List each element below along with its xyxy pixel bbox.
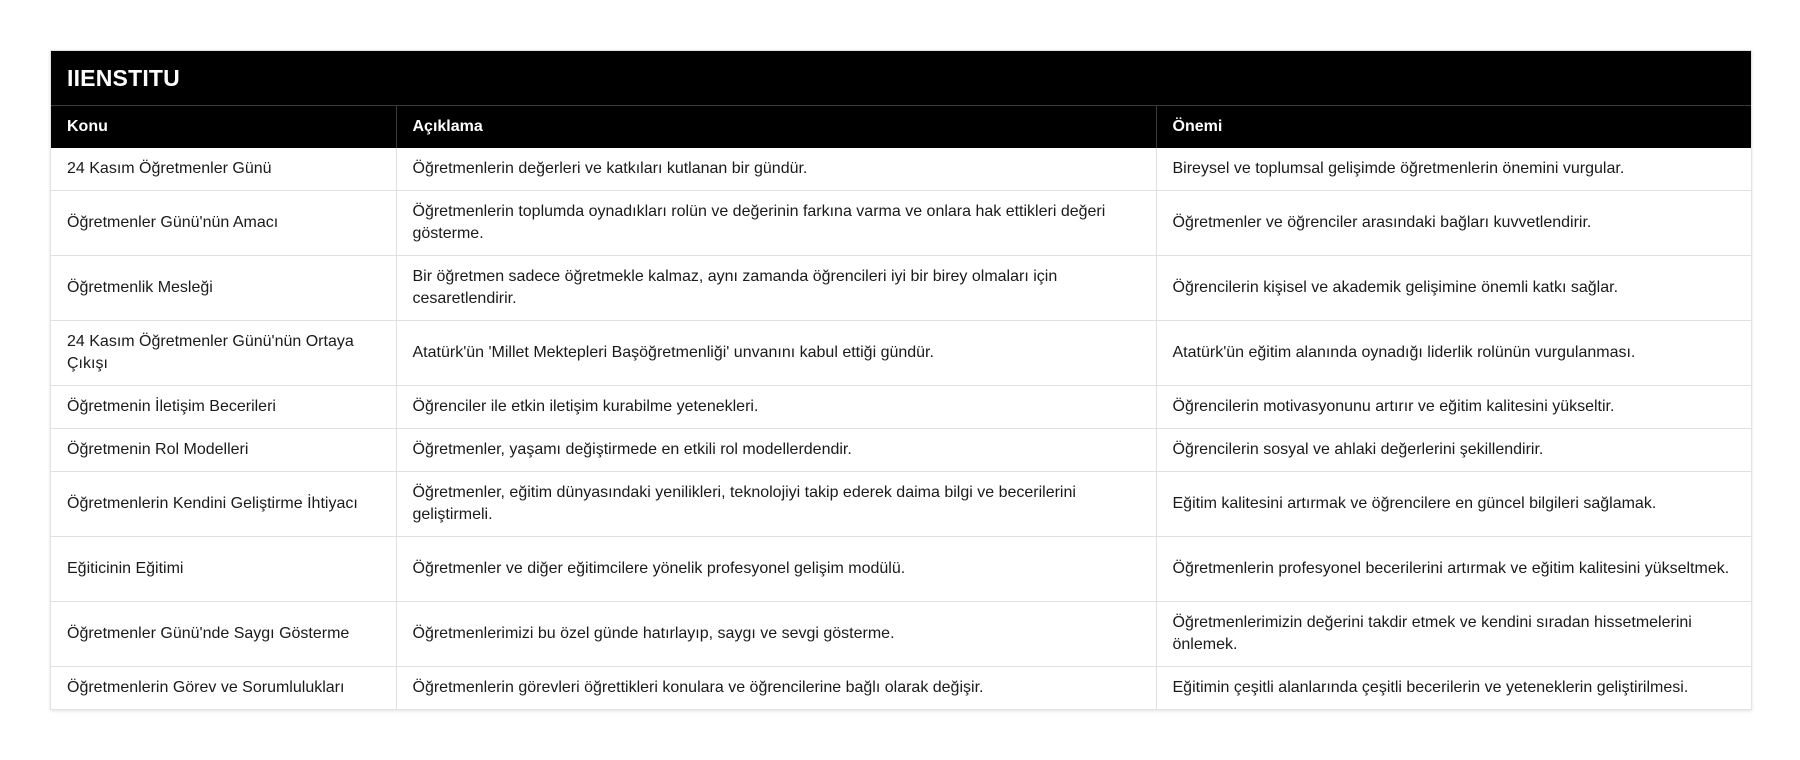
- description-cell: Öğretmenler, yaşamı değiştirmede en etkili rol modellerdendir.: [396, 429, 1156, 472]
- table-row: [51, 667, 1751, 710]
- description-cell: Bir öğretmen sadece öğretmekle kalmaz, aynı zamanda öğrencileri iyi bir birey olmaları için cesaretlendirir.: [396, 256, 1156, 321]
- topic-cell: Öğretmenin İletişim Becerileri: [51, 386, 396, 429]
- topic-cell: 24 Kasım Öğretmenler Günü: [51, 148, 396, 191]
- table-row: [51, 256, 1751, 321]
- column-header-aciklama: Açıklama: [396, 106, 1156, 148]
- topic-cell: 24 Kasım Öğretmenler Günü'nün Ortaya Çıkışı: [51, 321, 396, 386]
- column-header-onemi: Önemi: [1156, 106, 1751, 148]
- importance-cell: Eğitim kalitesini artırmak ve öğrencilere en güncel bilgileri sağlamak.: [1156, 472, 1751, 537]
- table-header-row: [51, 106, 1751, 148]
- description-cell: Öğrenciler ile etkin iletişim kurabilme yetenekleri.: [396, 386, 1156, 429]
- table-row: [51, 472, 1751, 537]
- description-cell: Öğretmenlerimizi bu özel günde hatırlayıp, saygı ve sevgi gösterme.: [396, 602, 1156, 667]
- table-row: [51, 386, 1751, 429]
- importance-cell: Atatürk'ün eğitim alanında oynadığı liderlik rolünün vurgulanması.: [1156, 321, 1751, 386]
- table-row: [51, 537, 1751, 602]
- importance-cell: Öğretmenler ve öğrenciler arasındaki bağları kuvvetlendirir.: [1156, 191, 1751, 256]
- importance-cell: Öğrencilerin sosyal ve ahlaki değerlerini şekillendirir.: [1156, 429, 1751, 472]
- description-cell: Öğretmenlerin görevleri öğrettikleri konulara ve öğrencilerine bağlı olarak değişir.: [396, 667, 1156, 710]
- importance-cell: Öğrencilerin motivasyonunu artırır ve eğitim kalitesini yükseltir.: [1156, 386, 1751, 429]
- topic-cell: Öğretmenin Rol Modelleri: [51, 429, 396, 472]
- importance-cell: Öğretmenlerin profesyonel becerilerini artırmak ve eğitim kalitesini yükseltmek.: [1156, 537, 1751, 602]
- description-cell: Öğretmenlerin toplumda oynadıkları rolün ve değerinin farkına varma ve onlara hak ettikleri değeri gösterme.: [396, 191, 1156, 256]
- topic-cell: Öğretmenlik Mesleği: [51, 256, 396, 321]
- topic-cell: Eğiticinin Eğitimi: [51, 537, 396, 602]
- importance-cell: Eğitimin çeşitli alanlarında çeşitli becerilerin ve yeteneklerin geliştirilmesi.: [1156, 667, 1751, 710]
- column-header-konu: Konu: [51, 106, 396, 148]
- description-cell: Öğretmenlerin değerleri ve katkıları kutlanan bir gündür.: [396, 148, 1156, 191]
- importance-cell: Öğretmenlerimizin değerini takdir etmek ve kendini sıradan hissetmelerini önlemek.: [1156, 602, 1751, 667]
- topics-table: [51, 106, 1751, 709]
- content-table-card: [50, 50, 1752, 710]
- description-cell: Öğretmenler, eğitim dünyasındaki yenilikleri, teknolojiyi takip ederek daima bilgi ve becerilerini geliştirmeli.: [396, 472, 1156, 537]
- importance-cell: Bireysel ve toplumsal gelişimde öğretmenlerin önemini vurgular.: [1156, 148, 1751, 191]
- table-row: [51, 191, 1751, 256]
- table-row: [51, 321, 1751, 386]
- description-cell: Öğretmenler ve diğer eğitimcilere yönelik profesyonel gelişim modülü.: [396, 537, 1156, 602]
- description-cell: Atatürk'ün 'Millet Mektepleri Başöğretmenliği' unvanını kabul ettiği gündür.: [396, 321, 1156, 386]
- table-row: [51, 429, 1751, 472]
- table-row: [51, 602, 1751, 667]
- topic-cell: Öğretmenler Günü'nde Saygı Gösterme: [51, 602, 396, 667]
- topic-cell: Öğretmenlerin Görev ve Sorumlulukları: [51, 667, 396, 710]
- topic-cell: Öğretmenlerin Kendini Geliştirme İhtiyacı: [51, 472, 396, 537]
- importance-cell: Öğrencilerin kişisel ve akademik gelişimine önemli katkı sağlar.: [1156, 256, 1751, 321]
- topic-cell: Öğretmenler Günü'nün Amacı: [51, 191, 396, 256]
- table-title: IIENSTITU: [51, 51, 1751, 106]
- table-row: [51, 148, 1751, 191]
